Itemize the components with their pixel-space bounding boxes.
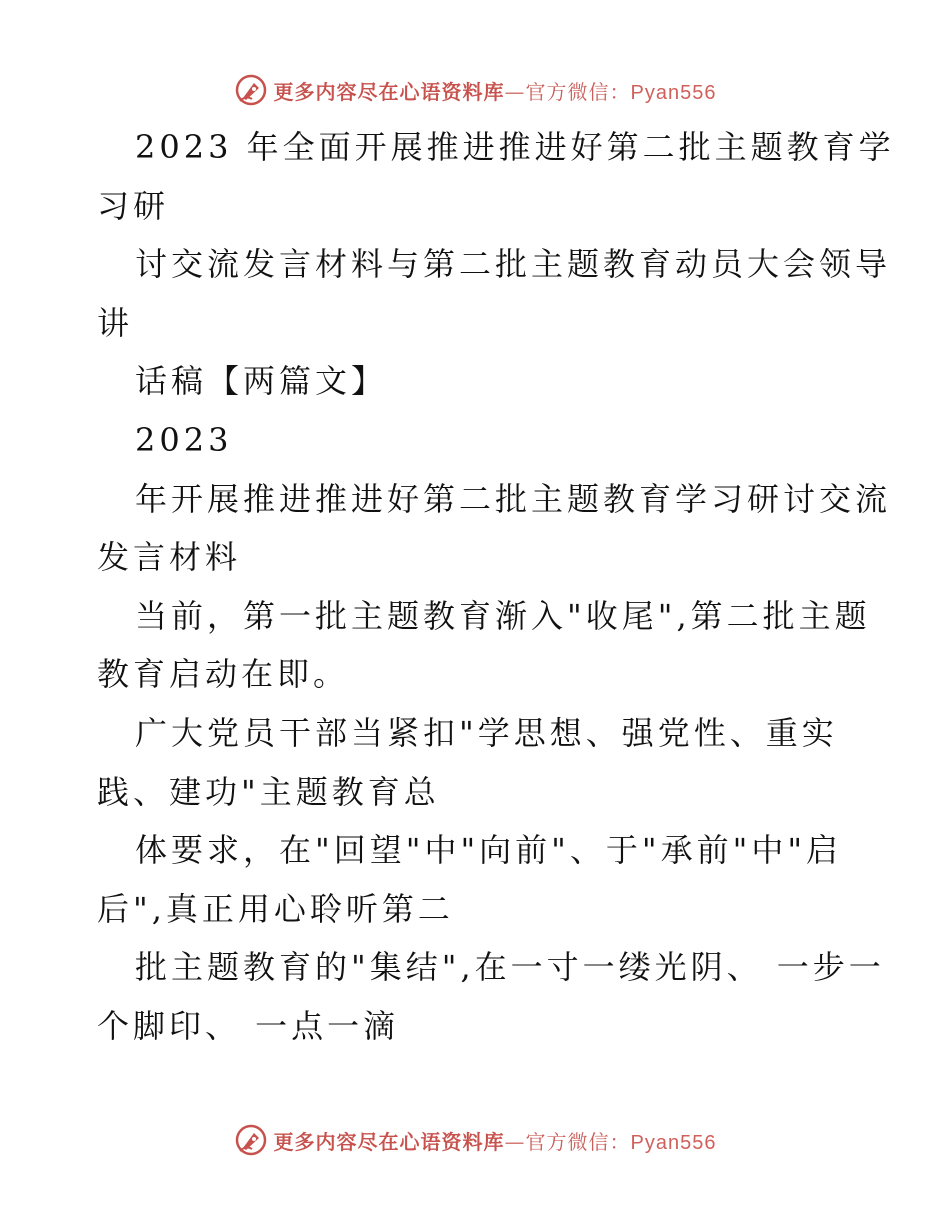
text-line: 后",真正用心聆听第二 [97,889,454,928]
text-line: 话稿【两篇文】 [135,362,388,401]
text-line: 习研 [97,186,170,225]
pen-nib-circle-icon [234,73,268,107]
text-line: 发言材料 [97,538,242,577]
text-line: 广大党员干部当紧扣"学思想、强党性、重实 [135,713,838,752]
text-line: 2023 [135,420,233,459]
watermark-dash: — [504,79,526,104]
text-line: 个脚印、 一点一滴 [97,1006,400,1045]
text-line: 讲 [97,303,134,342]
watermark-wechat-label: 官方微信： [525,79,631,104]
text-line: 践、建功"主题教育总 [97,772,440,811]
watermark-text [274,1126,717,1155]
watermark-wechat-id: Pyan556 [630,1131,717,1154]
text-line: 2023 年全面开展推进推进好第二批主题教育学 [135,128,895,166]
footer-watermark [0,1120,950,1160]
watermark-site: 更多内容尽在心语资料库 [273,79,505,104]
watermark-text [274,76,717,105]
text-line: 批主题教育的"集结",在一寸一缕光阴、 一步一 [135,948,885,987]
text-line: 年开展推进推进好第二批主题教育学习研讨交流 [135,479,892,518]
watermark-wechat-id: Pyan556 [630,81,717,104]
document-body [97,118,895,1056]
pen-nib-circle-icon [234,1123,268,1157]
watermark-wechat-label: 官方微信： [525,1129,631,1154]
watermark-site: 更多内容尽在心语资料库 [273,1129,505,1154]
text-line: 当前，第一批主题教育渐入"收尾",第二批主题 [135,596,871,635]
text-line: 体要求，在"回望"中"向前"、于"承前"中"启 [135,831,843,870]
text-line: 教育启动在即。 [97,655,350,694]
watermark-dash: — [504,1129,526,1154]
text-line: 讨交流发言材料与第二批主题教育动员大会领导 [135,245,892,284]
header-watermark [0,70,950,110]
